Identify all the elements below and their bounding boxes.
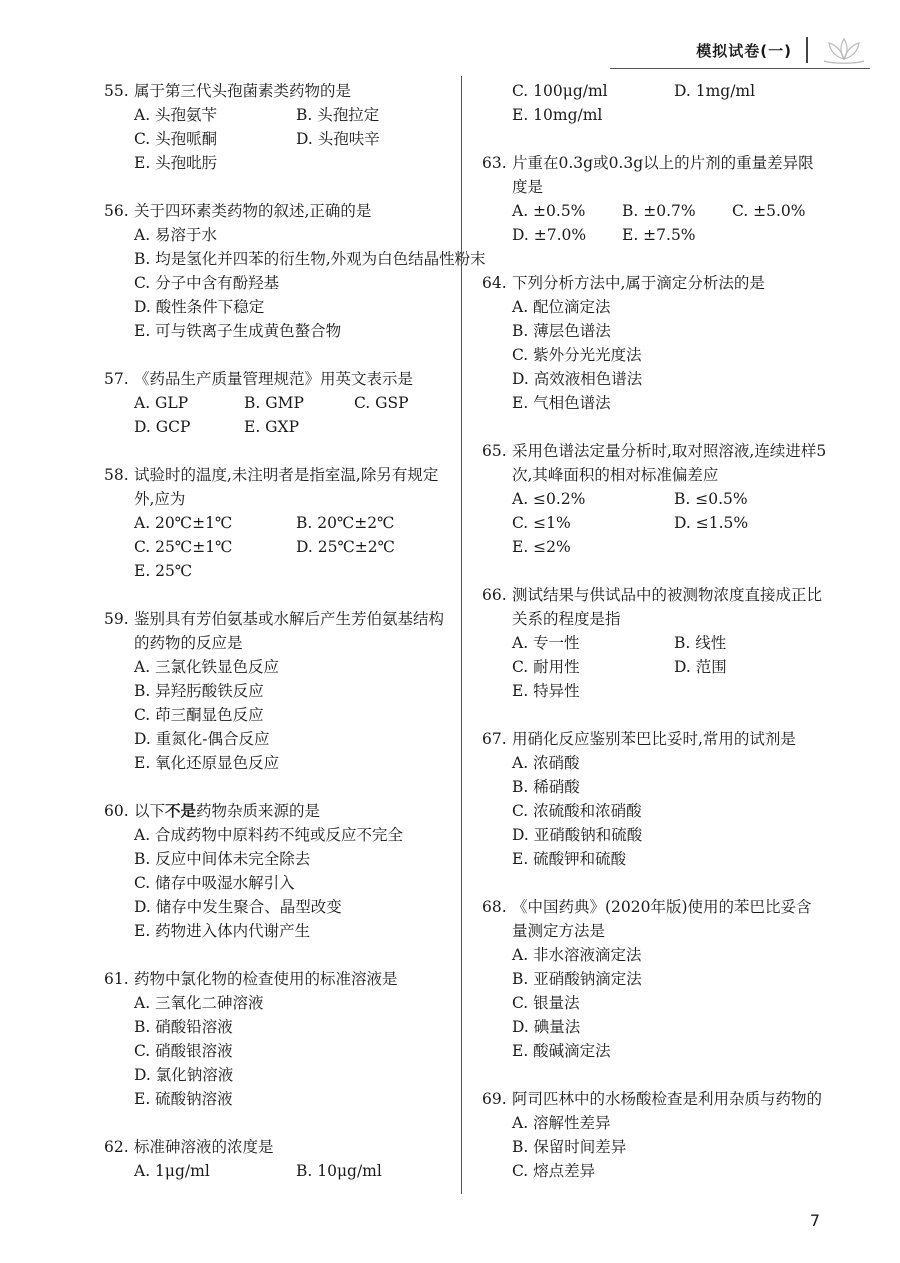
option-row bbox=[512, 1159, 827, 1183]
option-row bbox=[512, 391, 827, 415]
question-text: 《中国药典》(2020年版)使用的苯巴比妥含量测定方法是 bbox=[512, 898, 812, 940]
question-stem bbox=[482, 583, 827, 631]
question-60 bbox=[104, 799, 450, 943]
question-text: 测试结果与供试品中的被测物浓度直接成正比关系的程度是指 bbox=[512, 586, 823, 628]
question-56 bbox=[104, 199, 486, 343]
answer-option: C. ±5.0% bbox=[732, 202, 806, 220]
option-row bbox=[134, 751, 450, 775]
answer-option: D. 亚硝酸钠和硫酸 bbox=[512, 826, 643, 844]
option-list bbox=[482, 487, 827, 559]
answer-option: C. 25℃±1℃ bbox=[134, 538, 233, 556]
answer-option: B. 异羟肟酸铁反应 bbox=[134, 682, 264, 700]
answer-option: D. 头孢呋辛 bbox=[296, 130, 380, 148]
option-row bbox=[512, 1111, 827, 1135]
answer-option: A. 三氧化二砷溶液 bbox=[134, 994, 264, 1012]
answer-option: E. 可与铁离子生成黄色螯合物 bbox=[134, 322, 342, 340]
option-row bbox=[512, 511, 827, 535]
option-list bbox=[482, 1111, 827, 1183]
question-number: 66. bbox=[482, 586, 507, 604]
answer-option: D. ±7.0% bbox=[512, 226, 587, 244]
header-title: 模拟试卷(一) bbox=[696, 41, 792, 60]
option-row bbox=[512, 631, 827, 655]
question-number: 65. bbox=[482, 442, 507, 460]
question-text: 片重在0.3g或0.3g以上的片剂的重量差异限度是 bbox=[512, 154, 814, 196]
option-row bbox=[512, 79, 827, 103]
question-67 bbox=[482, 727, 827, 871]
answer-option: B. 反应中间体未完全除去 bbox=[134, 850, 311, 868]
stem-emphasis: 不是 bbox=[165, 802, 197, 820]
answer-option: A. 20℃±1℃ bbox=[134, 514, 233, 532]
option-row bbox=[134, 223, 450, 247]
option-row bbox=[134, 727, 450, 751]
question-text: 标准砷溶液的浓度是 bbox=[134, 1138, 274, 1156]
option-row bbox=[134, 319, 450, 343]
question-stem bbox=[482, 439, 827, 487]
question-stem bbox=[482, 727, 827, 751]
option-row bbox=[134, 247, 486, 271]
question-text: 关于四环素类药物的叙述,正确的是 bbox=[134, 202, 372, 220]
answer-option: D. 25℃±2℃ bbox=[296, 538, 395, 556]
option-row bbox=[512, 343, 827, 367]
question-stem bbox=[104, 967, 450, 991]
option-list bbox=[104, 823, 450, 943]
answer-option: B. 线性 bbox=[674, 634, 727, 652]
answer-option: B. 头孢拉定 bbox=[296, 106, 380, 124]
question-59 bbox=[104, 607, 450, 775]
question-stem bbox=[482, 1087, 827, 1111]
right-column bbox=[482, 79, 827, 1207]
answer-option: A. 配位滴定法 bbox=[512, 298, 611, 316]
option-row bbox=[134, 103, 450, 127]
question-61 bbox=[104, 967, 450, 1111]
answer-option: A. ≤0.2% bbox=[512, 490, 586, 508]
question-text: 《药品生产质量管理规范》用英文表示是 bbox=[134, 370, 414, 388]
question-text: 下列分析方法中,属于滴定分析法的是 bbox=[512, 274, 765, 292]
answer-option: A. 溶解性差异 bbox=[512, 1114, 611, 1132]
option-row bbox=[512, 319, 827, 343]
answer-option: D. 范围 bbox=[674, 658, 727, 676]
answer-option: B. 薄层色谱法 bbox=[512, 322, 611, 340]
option-row bbox=[134, 415, 450, 439]
question-text: 用硝化反应鉴别苯巴比妥时,常用的试剂是 bbox=[512, 730, 796, 748]
option-row bbox=[134, 679, 450, 703]
option-row bbox=[134, 847, 450, 871]
question-number: 56. bbox=[104, 202, 129, 220]
option-row bbox=[512, 799, 827, 823]
question-stem bbox=[104, 799, 450, 823]
option-row bbox=[512, 655, 827, 679]
answer-option: D. 重氮化-偶合反应 bbox=[134, 730, 270, 748]
page-header bbox=[696, 34, 870, 66]
answer-option: B. ±0.7% bbox=[622, 202, 696, 220]
option-row bbox=[512, 943, 827, 967]
answer-option: E. 10mg/ml bbox=[512, 106, 603, 124]
option-row bbox=[134, 559, 450, 583]
answer-option: A. 三氯化铁显色反应 bbox=[134, 658, 280, 676]
answer-option: A. 1μg/ml bbox=[134, 1162, 210, 1180]
answer-option: B. GMP bbox=[244, 394, 304, 412]
option-row bbox=[134, 127, 450, 151]
answer-option: A. 专一性 bbox=[512, 634, 580, 652]
answer-option: B. 保留时间差异 bbox=[512, 1138, 627, 1156]
answer-option: B. ≤0.5% bbox=[674, 490, 748, 508]
option-row bbox=[512, 295, 827, 319]
question-63 bbox=[482, 151, 827, 247]
option-list bbox=[104, 223, 486, 343]
question-68 bbox=[482, 895, 827, 1063]
option-row bbox=[512, 487, 827, 511]
answer-option: C. 100μg/ml bbox=[512, 82, 608, 100]
option-row bbox=[134, 151, 450, 175]
answer-option: E. 硫酸钠溶液 bbox=[134, 1090, 233, 1108]
answer-option: C. 浓硫酸和浓硝酸 bbox=[512, 802, 642, 820]
answer-option: B. 硝酸铅溶液 bbox=[134, 1018, 233, 1036]
answer-option: D. 高效液相色谱法 bbox=[512, 370, 643, 388]
question-stem bbox=[104, 1135, 450, 1159]
question-stem bbox=[104, 79, 450, 103]
question-text: 阿司匹林中的水杨酸检查是利用杂质与药物的 bbox=[512, 1090, 823, 1108]
answer-option: C. 紫外分光光度法 bbox=[512, 346, 642, 364]
left-column bbox=[104, 79, 486, 1207]
question-62-continued-options bbox=[482, 79, 827, 127]
option-row bbox=[134, 1087, 450, 1111]
option-row bbox=[134, 991, 450, 1015]
question-number: 61. bbox=[104, 970, 129, 988]
answer-option: C. GSP bbox=[354, 394, 409, 412]
option-row bbox=[512, 1015, 827, 1039]
question-58 bbox=[104, 463, 450, 583]
answer-option: E. 硫酸钾和硫酸 bbox=[512, 850, 627, 868]
header-separator bbox=[806, 37, 808, 63]
question-text: 鉴别具有芳伯氨基或水解后产生芳伯氨基结构的药物的反应是 bbox=[134, 610, 445, 652]
option-row bbox=[134, 295, 450, 319]
question-text: 采用色谱法定量分析时,取对照溶液,连续进样5次,其峰面积的相对标准偏差应 bbox=[512, 442, 827, 484]
option-row bbox=[134, 1159, 450, 1183]
question-stem bbox=[104, 199, 450, 223]
option-row bbox=[134, 535, 450, 559]
answer-option: A. 易溶于水 bbox=[134, 226, 218, 244]
answer-option: D. 1mg/ml bbox=[674, 82, 756, 100]
question-57 bbox=[104, 367, 450, 439]
stem-pre: 以下 bbox=[134, 802, 166, 820]
option-row bbox=[512, 751, 827, 775]
option-row bbox=[512, 679, 827, 703]
question-text bbox=[134, 799, 450, 823]
answer-option: E. 气相色谱法 bbox=[512, 394, 611, 412]
question-number: 67. bbox=[482, 730, 507, 748]
answer-option: A. 非水溶液滴定法 bbox=[512, 946, 642, 964]
answer-option: C. 银量法 bbox=[512, 994, 580, 1012]
answer-option: E. ≤2% bbox=[512, 538, 571, 556]
option-row bbox=[512, 1135, 827, 1159]
answer-option: B. 稀硝酸 bbox=[512, 778, 580, 796]
question-stem bbox=[482, 151, 827, 199]
answer-option: B. 10μg/ml bbox=[296, 1162, 382, 1180]
answer-option: E. 特异性 bbox=[512, 682, 580, 700]
option-row bbox=[512, 823, 827, 847]
page-number: 7 bbox=[809, 1211, 820, 1230]
option-list bbox=[482, 295, 827, 415]
answer-option: A. 头孢氨苄 bbox=[134, 106, 218, 124]
answer-option: A. 浓硝酸 bbox=[512, 754, 580, 772]
question-stem bbox=[104, 367, 450, 391]
column-divider bbox=[461, 76, 462, 1194]
answer-option: B. 20℃±2℃ bbox=[296, 514, 395, 532]
question-text: 药物中氯化物的检查使用的标准溶液是 bbox=[134, 970, 398, 988]
answer-option: E. GXP bbox=[244, 418, 300, 436]
answer-option: E. 25℃ bbox=[134, 562, 193, 580]
option-row bbox=[512, 535, 827, 559]
option-list bbox=[104, 1159, 450, 1183]
answer-option: C. 硝酸银溶液 bbox=[134, 1042, 233, 1060]
answer-option: C. 熔点差异 bbox=[512, 1162, 596, 1180]
answer-option: C. 头孢哌酮 bbox=[134, 130, 218, 148]
answer-option: B. 亚硝酸钠滴定法 bbox=[512, 970, 642, 988]
option-list bbox=[104, 391, 450, 439]
option-row bbox=[134, 1063, 450, 1087]
question-number: 64. bbox=[482, 274, 507, 292]
question-stem bbox=[482, 895, 827, 943]
answer-option: E. 酸碱滴定法 bbox=[512, 1042, 611, 1060]
option-row bbox=[512, 967, 827, 991]
option-row bbox=[134, 271, 450, 295]
question-stem bbox=[482, 271, 827, 295]
answer-option: D. 储存中发生聚合、晶型改变 bbox=[134, 898, 342, 916]
question-62 bbox=[104, 1135, 450, 1183]
answer-option: A. ±0.5% bbox=[512, 202, 586, 220]
option-row bbox=[134, 511, 450, 535]
answer-option: B. 均是氢化并四苯的衍生物,外观为白色结晶性粉末 bbox=[134, 250, 486, 268]
lotus-logo-icon bbox=[818, 35, 870, 65]
option-row bbox=[134, 1039, 450, 1063]
option-row bbox=[512, 1039, 827, 1063]
question-number: 68. bbox=[482, 898, 507, 916]
question-number: 58. bbox=[104, 466, 129, 484]
question-number: 55. bbox=[104, 82, 129, 100]
question-55 bbox=[104, 79, 450, 175]
option-row bbox=[512, 847, 827, 871]
option-list bbox=[104, 511, 450, 583]
option-list bbox=[482, 631, 827, 703]
option-row bbox=[512, 223, 827, 247]
option-row bbox=[134, 655, 450, 679]
option-row bbox=[134, 823, 450, 847]
option-list bbox=[482, 751, 827, 871]
option-row bbox=[512, 367, 827, 391]
answer-option: C. 分子中含有酚羟基 bbox=[134, 274, 280, 292]
answer-option: D. 酸性条件下稳定 bbox=[134, 298, 265, 316]
question-65 bbox=[482, 439, 827, 559]
answer-option: A. GLP bbox=[134, 394, 189, 412]
option-row bbox=[512, 991, 827, 1015]
option-list bbox=[104, 991, 450, 1111]
answer-option: D. ≤1.5% bbox=[674, 514, 749, 532]
answer-option: C. ≤1% bbox=[512, 514, 571, 532]
answer-option: E. 氧化还原显色反应 bbox=[134, 754, 280, 772]
question-text: 试验时的温度,未注明者是指室温,除另有规定外,应为 bbox=[134, 466, 439, 508]
answer-option: E. 头孢吡肟 bbox=[134, 154, 218, 172]
question-number: 57. bbox=[104, 370, 129, 388]
option-row bbox=[134, 871, 450, 895]
option-row bbox=[134, 919, 450, 943]
question-number: 62. bbox=[104, 1138, 129, 1156]
option-row bbox=[134, 703, 450, 727]
question-number: 63. bbox=[482, 154, 507, 172]
answer-option: A. 合成药物中原料药不纯或反应不完全 bbox=[134, 826, 404, 844]
option-list bbox=[104, 655, 450, 775]
option-row bbox=[134, 895, 450, 919]
stem-post: 药物杂质来源的是 bbox=[196, 802, 321, 820]
header-rule bbox=[610, 68, 870, 69]
answer-option: D. GCP bbox=[134, 418, 191, 436]
option-row bbox=[512, 775, 827, 799]
question-text: 属于第三代头孢菌素类药物的是 bbox=[134, 82, 352, 100]
question-number: 60. bbox=[104, 802, 129, 820]
answer-option: C. 耐用性 bbox=[512, 658, 580, 676]
question-66 bbox=[482, 583, 827, 703]
question-69 bbox=[482, 1087, 827, 1183]
answer-option: D. 氯化钠溶液 bbox=[134, 1066, 234, 1084]
option-list bbox=[482, 199, 827, 247]
option-row bbox=[134, 1015, 450, 1039]
question-stem bbox=[104, 463, 450, 511]
option-list bbox=[104, 103, 450, 175]
question-stem bbox=[104, 607, 450, 655]
answer-option: E. ±7.5% bbox=[622, 226, 696, 244]
option-list bbox=[482, 943, 827, 1063]
answer-option: E. 药物进入体内代谢产生 bbox=[134, 922, 311, 940]
option-row bbox=[512, 103, 827, 127]
question-number: 69. bbox=[482, 1090, 507, 1108]
answer-option: D. 碘量法 bbox=[512, 1018, 581, 1036]
answer-option: C. 茚三酮显色反应 bbox=[134, 706, 264, 724]
option-row bbox=[134, 391, 450, 415]
answer-option: C. 储存中吸湿水解引入 bbox=[134, 874, 295, 892]
question-number: 59. bbox=[104, 610, 129, 628]
question-64 bbox=[482, 271, 827, 415]
option-row bbox=[512, 199, 827, 223]
